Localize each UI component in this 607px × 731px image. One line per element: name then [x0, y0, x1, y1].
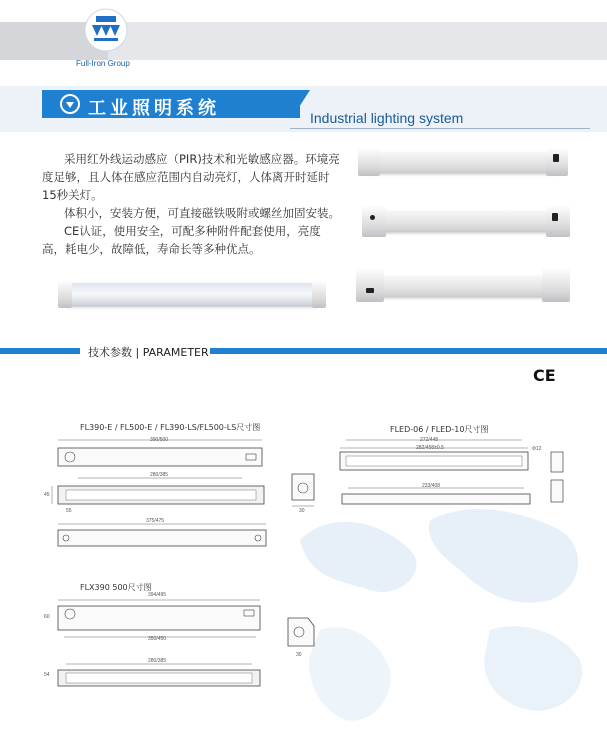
fl-dim-mid: 280/385 — [150, 472, 169, 478]
fl-dim-top: 390/500 — [150, 437, 169, 443]
flx-dim-top: 394/495 — [148, 592, 167, 598]
fled-drawing-title: FLED-06 / FLED-10尺寸图 — [390, 425, 489, 434]
fl-drawing-title: FL390-E / FL500-E / FL390-LS/FL500-LS尺寸图 — [80, 423, 261, 432]
fl-dim-height: 45 — [44, 492, 50, 498]
description-para-2: 体积小，安装方便，可直接磁铁吸附或螺丝加固安装。 — [64, 206, 340, 220]
fl-bottom-view — [56, 520, 270, 552]
parameter-bar — [0, 344, 607, 358]
description-para-1: 采用红外线运动感应（PIR)技术和光敏感应器。环境亮度足够，且人体在感应范围内自动亮灯，人体离开时延时15秒关灯。 — [42, 152, 340, 202]
chevron-down-icon — [60, 94, 80, 114]
flx-dim-bottom: 280/385 — [148, 658, 167, 664]
lamp-photo-1 — [358, 148, 568, 176]
flx-front-view — [52, 662, 266, 692]
parameter-bar-right — [210, 348, 607, 354]
flx-side-view — [284, 614, 318, 654]
section-title-cn: 工业照明系统 — [88, 98, 220, 119]
lamp-photo-3 — [356, 268, 570, 302]
fl-front-view — [52, 476, 272, 516]
fled-side-view — [548, 450, 568, 510]
lamp-photo-2 — [362, 205, 570, 237]
flx-dim-mid: 350/450 — [148, 636, 167, 642]
flx-dim-height: 60 — [44, 614, 50, 620]
fled-dim-diameter: Φ12 — [532, 446, 542, 452]
fled-dim-top2: 282/458±0.5 — [416, 445, 444, 451]
fled-bottom-view — [338, 486, 538, 508]
fled-dim-top: 272/448 — [420, 437, 439, 443]
lamp-photo-4 — [58, 280, 326, 308]
world-map-background — [260, 480, 607, 731]
section-header — [0, 86, 607, 132]
description-para-3: CE认证，使用安全，可配多种附件配套使用，亮度高，耗电少，故障低，寿命长等多种优点。 — [42, 224, 321, 256]
flx-top-view — [52, 596, 266, 636]
flx-side-width: 30 — [296, 652, 302, 658]
parameter-label: 技术参数 | PARAMETER — [88, 346, 209, 359]
fled-dim-bottom: 233/408 — [422, 483, 441, 489]
parameter-bar-left — [0, 348, 80, 354]
fl-side-view — [288, 470, 318, 510]
section-underline — [290, 128, 590, 129]
brand-name: Full-Iron Group — [76, 59, 130, 68]
flx-drawing-title: FLX390 500尺寸图 — [80, 583, 152, 592]
fl-side-width: 30 — [299, 508, 305, 514]
fl-dim-55: 55 — [66, 508, 72, 514]
product-description — [42, 150, 342, 258]
flx-dim-height2: 54 — [44, 672, 50, 678]
section-title-en: Industrial lighting system — [310, 110, 464, 126]
ce-mark: CE — [533, 366, 556, 385]
fl-dim-bottom: 375/475 — [146, 518, 165, 524]
brand-logo — [84, 8, 128, 52]
